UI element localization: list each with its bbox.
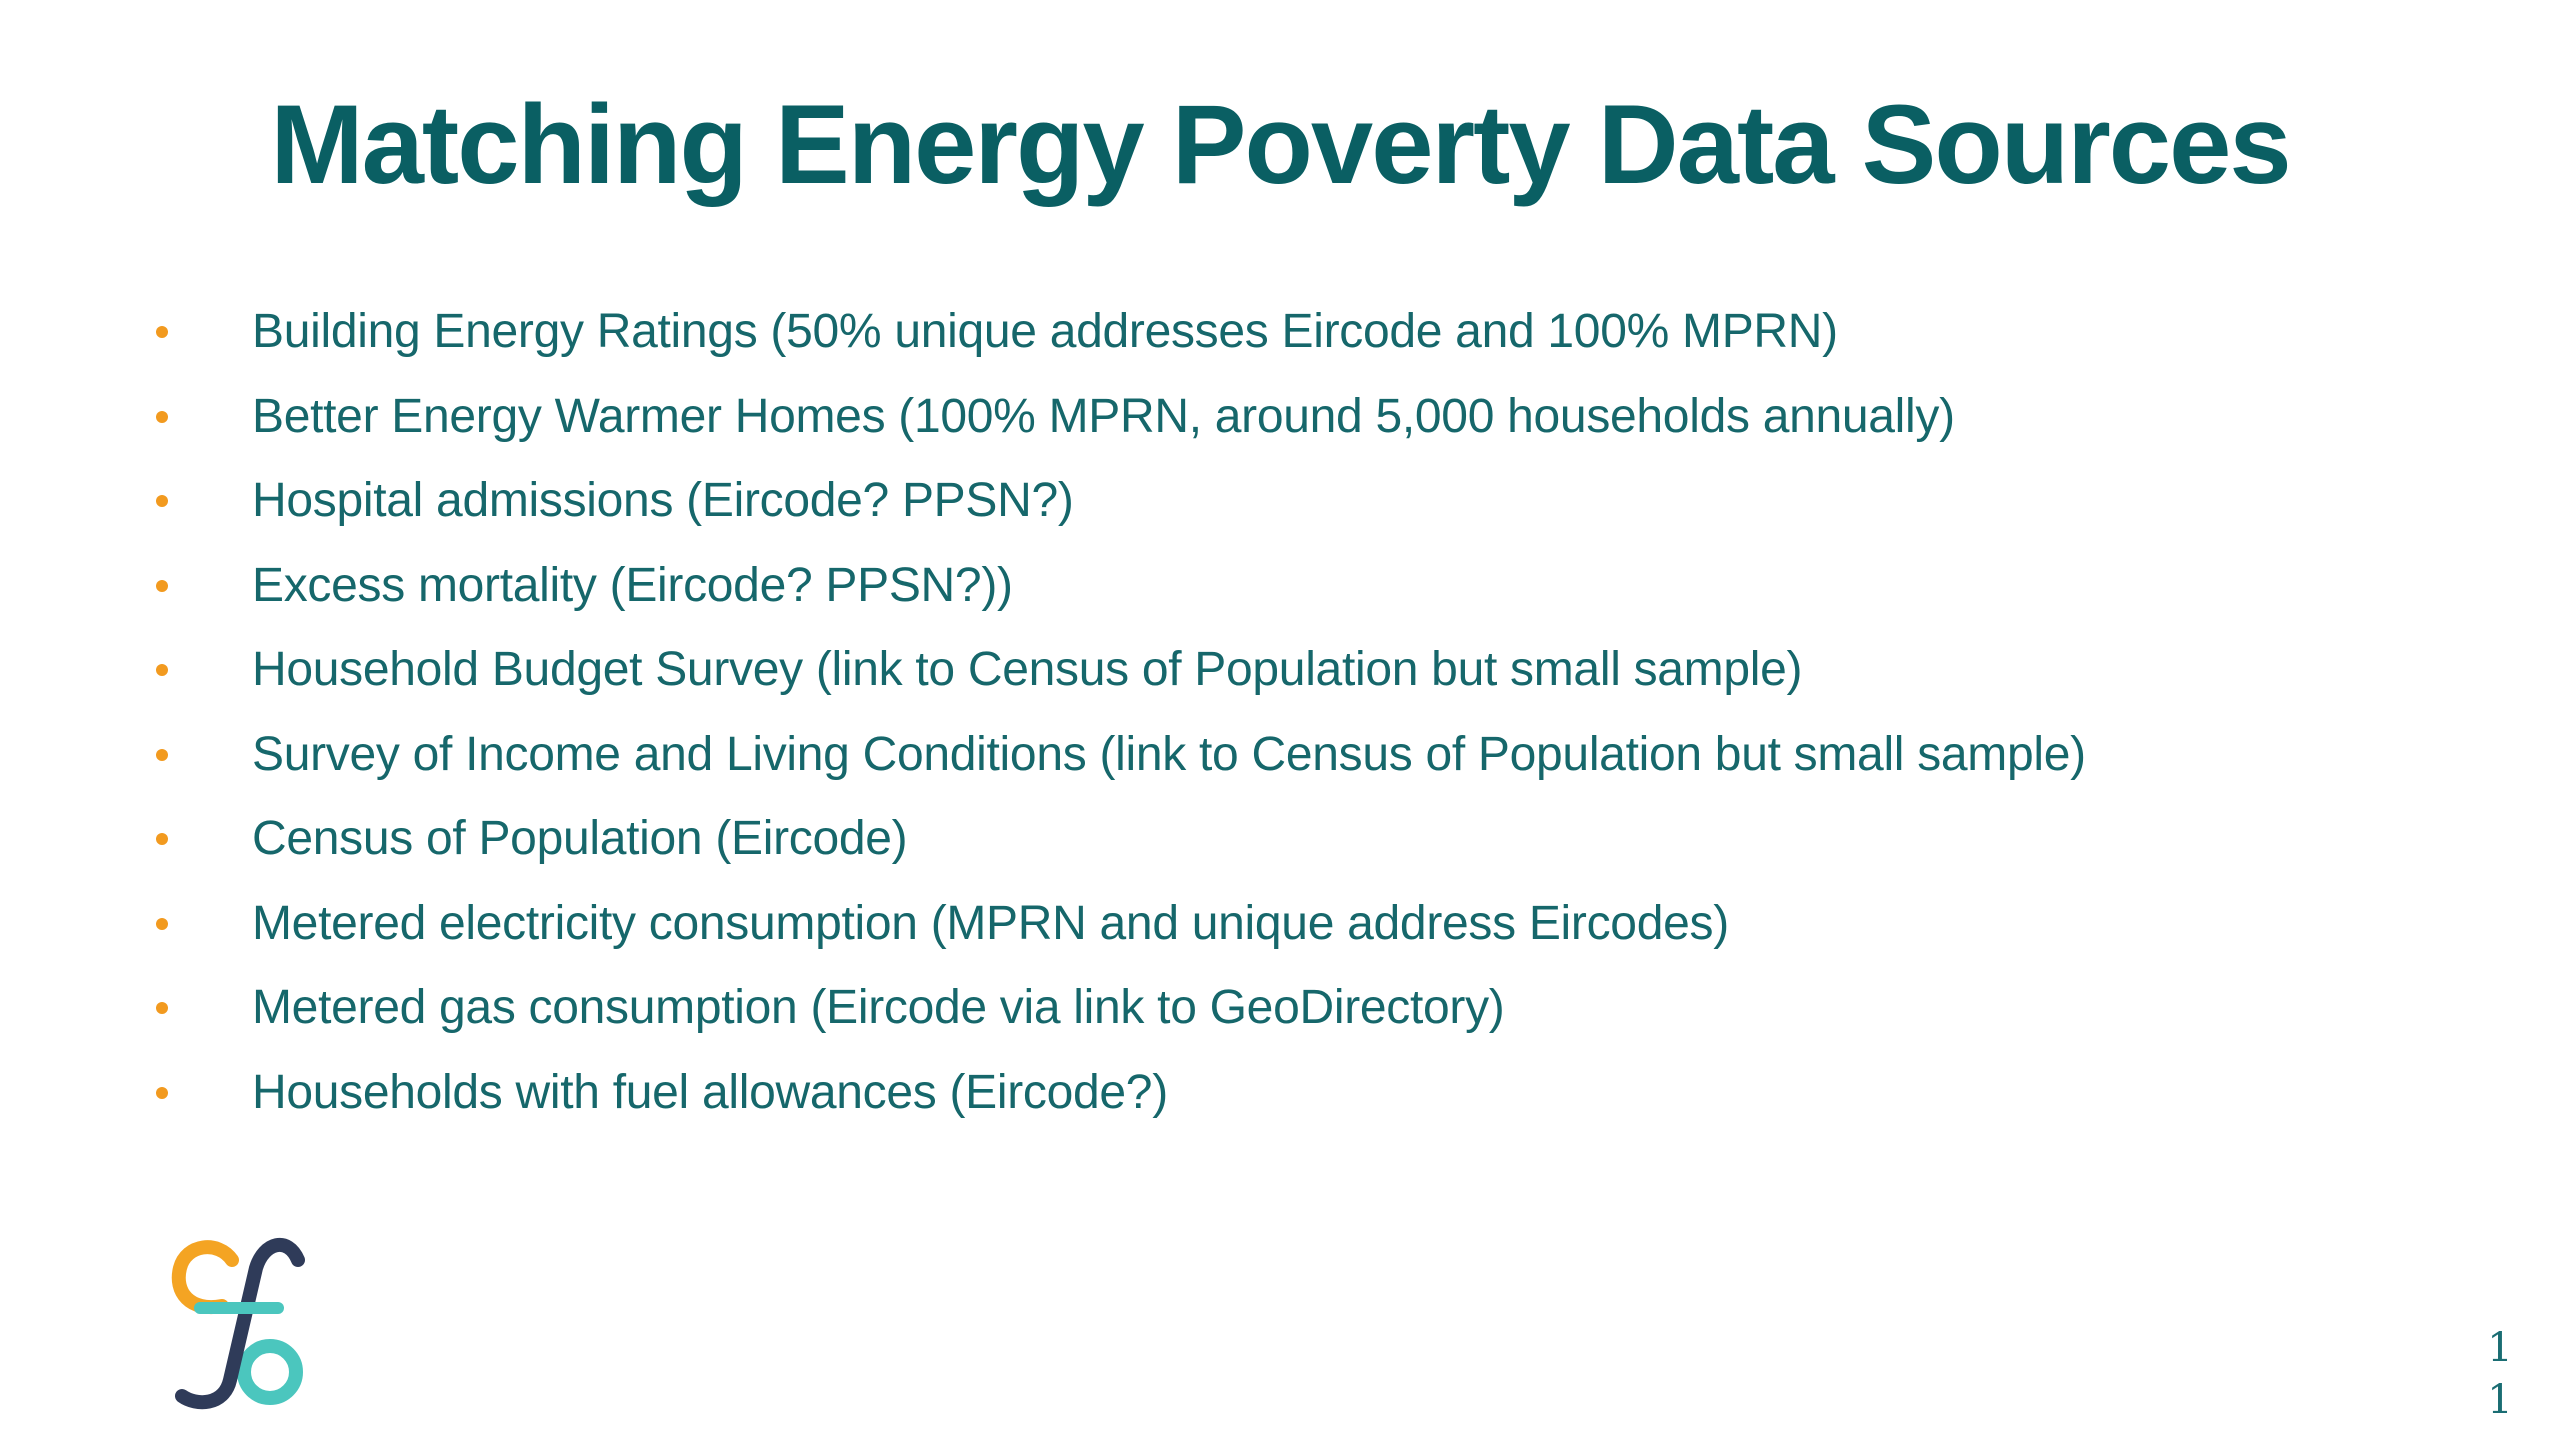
list-item-text: Excess mortality (Eircode? PPSN?)) <box>252 558 1013 612</box>
logo-teal-loop <box>244 1346 296 1398</box>
page-number <box>2480 1322 2520 1426</box>
slide-title: Matching Energy Poverty Data Sources <box>270 82 2290 207</box>
bullet-dot-icon <box>156 411 168 423</box>
bullet-dot-icon <box>156 495 168 507</box>
bullet-dot-icon <box>156 749 168 761</box>
list-item-text: Better Energy Warmer Homes (100% MPRN, around 5,000 households annually) <box>252 389 1955 443</box>
list-item-text: Census of Population (Eircode) <box>252 812 908 865</box>
list-item-text: Metered gas consumption (Eircode via link to GeoDirectory) <box>252 981 1505 1034</box>
bullet-dot-icon <box>156 664 168 676</box>
list-item-text: Metered electricity consumption (MPRN and unique address Eircodes) <box>252 896 1729 950</box>
list-item-text: Building Energy Ratings (50% unique addresses Eircode and 100% MPRN) <box>252 305 1838 358</box>
page-number-digit: 1 <box>2487 1325 2513 1371</box>
list-item-text: Hospital admissions (Eircode? PPSN?) <box>252 474 1074 527</box>
linked-loops-logo-icon <box>160 1230 320 1420</box>
bullet-dot-icon <box>156 1087 168 1099</box>
bullet-dot-icon <box>156 1002 168 1014</box>
bullet-dot-icon <box>156 326 168 338</box>
page-number-digit: 1 <box>2487 1377 2513 1423</box>
bullet-dot-icon <box>156 833 168 845</box>
list-item-text: Survey of Income and Living Conditions (link to Census of Population but small sample) <box>252 727 2086 781</box>
bullet-dot-icon <box>156 580 168 592</box>
list-item-text: Households with fuel allowances (Eircode?) <box>252 1065 1168 1119</box>
logo-orange-loop <box>179 1247 232 1307</box>
bullet-dot-icon <box>156 918 168 930</box>
list-item-text: Household Budget Survey (link to Census of Population but small sample) <box>252 643 1803 696</box>
